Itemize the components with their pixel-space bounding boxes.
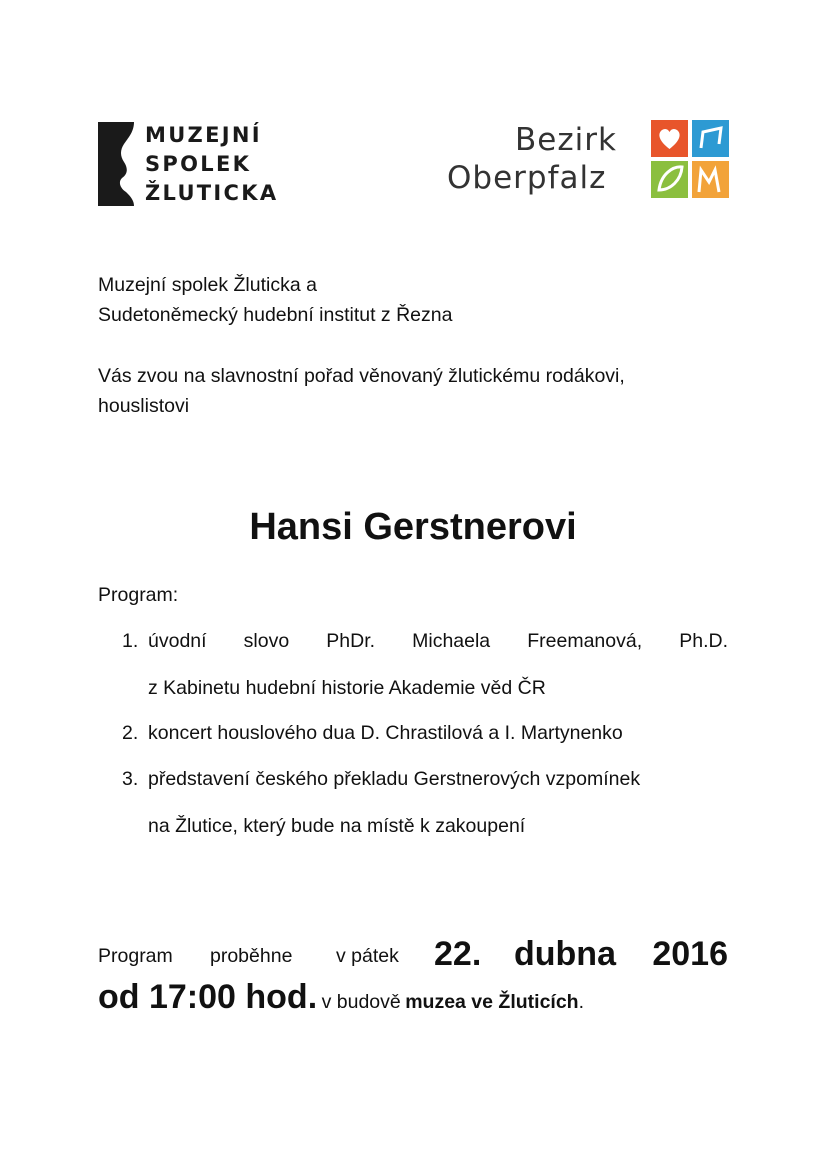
- bezirk-logo: [447, 120, 729, 202]
- event-time: od 17:00 hod.: [98, 978, 318, 1016]
- program-item-text: koncert houslového dua D. Chrastilová a I. Martynenko: [148, 722, 623, 744]
- program-label: Program:: [98, 584, 179, 606]
- place-prefix: v budově: [321, 991, 401, 1013]
- program-item-text: na Žlutice, který bude na místě k zakoupení: [148, 815, 526, 837]
- event-day: 22.: [434, 935, 482, 973]
- event-month: dubna: [514, 935, 616, 973]
- organizers: [98, 270, 452, 330]
- date-word-program: Program: [98, 945, 173, 967]
- organizer-line-2: Sudetoněmecký hudební institut z Řezna: [98, 304, 453, 326]
- place-end: .: [578, 991, 585, 1013]
- program-item-number: 3.: [122, 768, 139, 790]
- date-word-probehne: proběhne: [210, 945, 293, 967]
- bezirk-logo-line-2: Oberpfalz: [447, 160, 607, 196]
- program-item-number: 1.: [122, 630, 139, 652]
- event-year: 2016: [652, 935, 728, 973]
- chalice-silhouette-icon: [98, 122, 138, 206]
- museum-logo: [98, 122, 288, 208]
- program-item-text: z Kabinetu hudební historie Akademie věd ČR: [148, 677, 546, 699]
- event-place: muzea ve Žluticích: [405, 991, 579, 1013]
- museum-logo-line-1: MUZEJNÍ: [145, 123, 262, 147]
- page-title: Hansi Gerstnerovi: [249, 506, 577, 548]
- organizer-line-1: Muzejní spolek Žluticka a: [98, 274, 317, 296]
- invitation-text: [98, 361, 625, 421]
- program-item-number: 2.: [122, 722, 139, 744]
- event-date-line: [98, 928, 728, 974]
- date-word-patek: v pátek: [336, 945, 399, 967]
- invitation-line-2: houslistovi: [98, 395, 190, 417]
- bezirk-tiles-icon: [651, 120, 729, 198]
- invitation-line-1: Vás zvou na slavnostní pořad věnovaný žlutickému rodákovi,: [98, 365, 625, 387]
- museum-logo-line-2: SPOLEK: [145, 152, 252, 176]
- bezirk-logo-line-1: Bezirk: [515, 122, 617, 158]
- program-item-text: úvodní slovo PhDr. Michaela Freemanová, Ph.D.: [148, 630, 728, 652]
- event-time-place: [98, 978, 584, 1017]
- program-item-text: představení českého překladu Gerstnerových vzpomínek: [148, 768, 641, 790]
- museum-logo-line-3: ŽLUTICKA: [145, 181, 279, 205]
